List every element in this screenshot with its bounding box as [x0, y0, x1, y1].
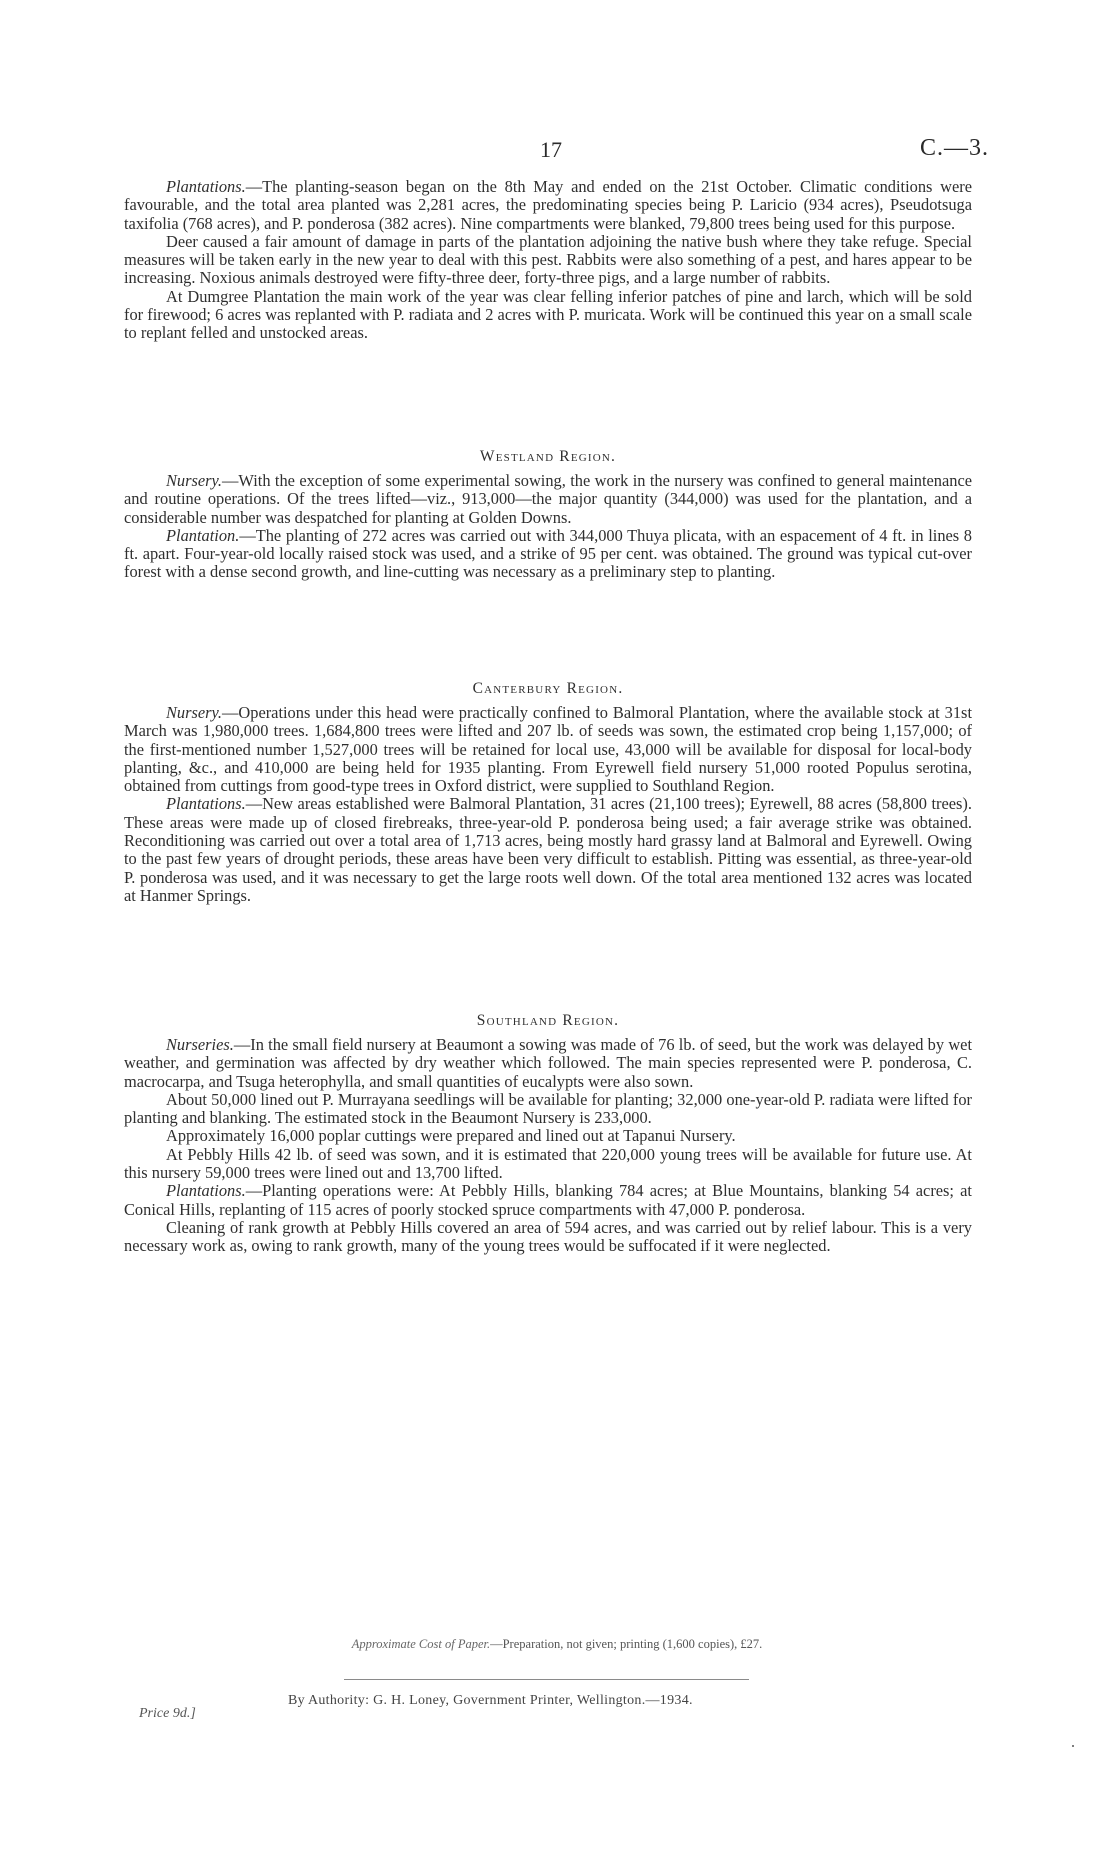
approx-cost-label: Approximate Cost of Paper. [351, 1637, 491, 1651]
canterbury-heading: Canterbury Region. [472, 680, 624, 697]
footer-divider [344, 1679, 749, 1680]
canterbury-lead-nursery: Nursery. [166, 703, 223, 722]
document-reference: C.—3. [919, 135, 989, 161]
approx-cost-text: —Preparation, not given; printing (1,600 copies), £27. [490, 1637, 763, 1651]
southland-lead-plantations: Plantations. [166, 1181, 246, 1201]
westland-section [124, 448, 972, 582]
printer-authority: By Authority: G. H. Loney, Government Printer, Wellington.—1934. [288, 1693, 693, 1708]
price-label: Price 9d.] [139, 1706, 196, 1721]
southland-section [124, 1012, 972, 1256]
westland-lead-nursery: Nursery. [166, 471, 223, 490]
intro-paragraph-2: Deer caused a fair amount of damage in parts of the plantation adjoining the native bush where they take refuge. Special measures will be taken early in the new year to deal with this pest. Rabbits were also something of a pest, and hares appear to be increasing. Noxious animals destroyed were fifty-three deer, forty-three pigs, and a large number of rabbits. [124, 231, 972, 288]
page-number: 17 [540, 137, 562, 162]
intro-text-1: —The planting-season began on the 8th May and ended on the 21st October. Climatic conditions were favourable, and the total area planted was 2,281 acres, the predominating species being P. Laricio (934 acres), Pseudotsuga taxifolia (768 acres), and P. ponderosa (382 acres). Nine compartments were blanked, 79,800 trees being used for this purpose. [124, 177, 972, 233]
southland-paragraph-1 [124, 1036, 972, 1091]
intro-paragraph-1 [124, 178, 972, 233]
canterbury-text-2: —New areas established were Balmoral Plantation, 31 acres (21,100 trees); Eyrewell, 88 acres (58,800 trees). These areas were made up of closed firebreaks, three-year-old P. ponderosa being used; a fair average strike was obtained. Reconditioning was carried out over a total area of 1,713 acres, being mostly hard grassy land at Balmoral and Eyrewell. Owing to the past few years of drought periods, these areas have been very difficult to establish. Pitting was essential, as three-year-old P. ponderosa was used, and it was necessary to get the large roots well down. Of the total area mentioned 132 acres was located at Hanmer Springs. [124, 794, 972, 905]
westland-text-2: —The planting of 272 acres was carried out with 344,000 Thuya plicata, with an espacement of 4 ft. in lines 8 ft. apart. Four-year-old locally raised stock was used, and a strike of 95 per cent. was obtained. The ground was typical cut-over forest with a dense second growth, and line-cutting was necessary as a preliminary step to planting. [124, 525, 972, 582]
southland-paragraph-3: Approximately 16,000 poplar cuttings were prepared and lined out at Tapanui Nursery. [166, 1126, 736, 1146]
westland-text-1: —With the exception of some experimental sowing, the work in the nursery was confined to general maintenance and routine operations. Of the trees lifted—viz., 913,000—the major quantity (344,000) was used for the plantation, and a considerable number was despatched for planting at Golden Downs. [124, 471, 972, 527]
intro-section [124, 178, 972, 343]
westland-paragraph-1 [124, 472, 972, 527]
canterbury-section [124, 680, 972, 905]
southland-text-5: —Planting operations were: At Pebbly Hills, blanking 784 acres; at Blue Mountains, blanking 54 acres; at Conical Hills, replanting of 115 acres of poorly stocked spruce compartments with 47,000 P. ponderosa. [124, 1181, 972, 1219]
approximate-cost-line [0, 1637, 1114, 1652]
intro-paragraph-3: At Dumgree Plantation the main work of the year was clear felling inferior patches of pine and larch, which will be sold for firewood; 6 acres was replanted with P. radiata and 2 acres with P. muricata. Work will be continued this year on a small scale to replant felled and unstocked areas. [124, 286, 972, 343]
westland-paragraph-2 [124, 527, 972, 582]
intro-lead-plantations: Plantations. [166, 177, 246, 196]
canterbury-paragraph-2 [124, 795, 972, 905]
southland-paragraph-4: At Pebbly Hills 42 lb. of seed was sown, and it is estimated that 220,000 young trees will be available for future use. At this nursery 59,000 trees were lined out and 13,700 lifted. [124, 1144, 972, 1183]
southland-lead-nurseries: Nurseries. [166, 1035, 234, 1054]
southland-text-1: —In the small field nursery at Beaumont a sowing was made of 76 lb. of seed, but the work was delayed by wet weather, and germination was affected by dry weather which followed. The main species represented were P. ponderosa, C. macrocarpa, and Tsuga heterophylla, and small quantities of eucalypts were also sown. [124, 1035, 972, 1091]
southland-paragraph-5 [124, 1182, 972, 1219]
speck-mark [1072, 1745, 1074, 1747]
southland-paragraph-2: About 50,000 lined out P. Murrayana seedlings will be available for planting; 32,000 one-year-old P. radiata were lifted for planting and blanking. The estimated stock in the Beaumont Nursery is 233,000. [124, 1089, 972, 1128]
westland-lead-plantation: Plantation. [166, 525, 240, 545]
canterbury-lead-plantations: Plantations. [166, 794, 246, 814]
canterbury-paragraph-1 [124, 704, 972, 795]
southland-paragraph-6: Cleaning of rank growth at Pebbly Hills covered an area of 594 acres, and was carried out by relief labour. This is a very necessary work as, owing to rank growth, many of the young trees would be suffocated if it were neglected. [124, 1217, 972, 1256]
westland-heading: Westland Region. [479, 448, 617, 465]
canterbury-text-1: —Operations under this head were practically confined to Balmoral Plantation, where the available stock at 31st March was 1,980,000 trees. 1,684,800 trees were lifted and 207 lb. of seeds was sown, the estimated crop being 1,157,000; of the first-mentioned number 1,527,000 trees will be retained for local use, 43,000 will be available for disposal for local-body planting, &c., and 410,000 are being held for 1935 planting. From Eyrewell field nursery 51,000 rooted Populus serotina, obtained from cuttings from good-type trees in Oxford district, were supplied to Southland Region. [124, 703, 972, 796]
southland-heading: Southland Region. [476, 1012, 620, 1029]
